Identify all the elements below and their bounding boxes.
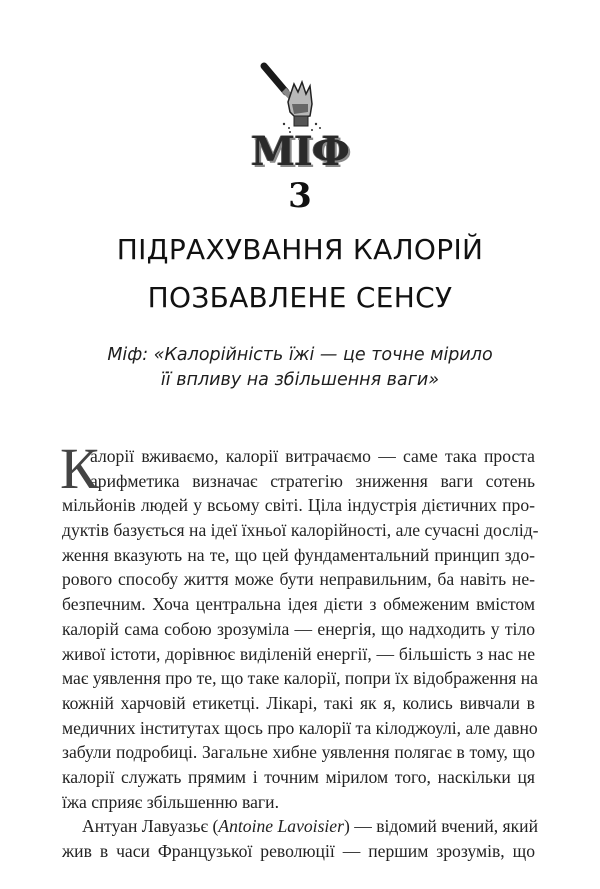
text-segment: ) — відомий вчений, який xyxy=(343,816,538,837)
italic-name: Antoine Lavoisier xyxy=(218,816,344,837)
myth-label: МІФ xyxy=(251,128,349,175)
text-line: безпечним. Хоча центральна ідея дієти з обмеженим вмістом xyxy=(62,594,535,615)
text-segment: Антуан Лавуазьє ( xyxy=(82,816,219,837)
hammer-icon xyxy=(240,58,360,138)
text-line: арифметика визначає стратегію зниження ваги сотень xyxy=(90,470,535,491)
text-line: жив в часи Французької революції — першим зрозумів, що xyxy=(62,841,535,861)
epigraph-line-1: Міф: «Калорійність їжі — це точне мірило xyxy=(107,345,493,365)
text-line: мільйонів людей у всьому світі. Ціла індустрія дієтичних про- xyxy=(62,495,535,516)
text-line: живої істоти, дорівнює виділеній енергії, — більшість з нас не xyxy=(62,643,535,664)
drop-cap: К xyxy=(60,436,99,501)
text-line: рового способу життя може бути неправильним, ба навіть не- xyxy=(62,569,535,590)
text-line: забули подробиці. Загальне хибне уявлення полягає в тому, що xyxy=(62,742,535,763)
body-text xyxy=(60,436,539,864)
chapter-title-line-1: ПІДРАХУВАННЯ КАЛОРІЙ xyxy=(116,233,484,266)
paragraph-2-line-1 xyxy=(62,814,538,839)
chapter-emblem xyxy=(240,58,360,216)
text-line: алорії вживаємо, калорії витрачаємо — саме така проста xyxy=(90,446,535,466)
text-line: має уявлення про те, що таке калорії, попри їх відображення на xyxy=(62,668,538,689)
epigraph xyxy=(60,343,540,393)
epigraph-line-2: її впливу на збільшення ваги» xyxy=(160,370,440,390)
text-line: медичних інститутах щось про калорії та кілоджоулі, але давно xyxy=(62,717,538,738)
chapter-title xyxy=(40,226,560,322)
text-line: їжа сприяє збільшенню ваги. xyxy=(62,791,279,812)
text-line: ження вказують на те, що цей фундаментальний принцип здо- xyxy=(62,544,535,565)
text-line: калорії служать прямим і точним мірилом того, наскільки ця xyxy=(62,766,535,787)
text-line: калорій сама собою зрозуміла — енергія, що надходить у тіло xyxy=(62,618,535,639)
text-line: дуктів базується на ідеї їхньої калорійності, але сучасні дослід- xyxy=(62,520,539,541)
text-line: кожній харчовій етикетці. Лікарі, такі як я, колись вивчали в xyxy=(62,692,535,713)
chapter-title-line-2: ПОЗБАВЛЕНЕ СЕНСУ xyxy=(147,281,453,314)
myth-number: 3 xyxy=(288,176,312,216)
